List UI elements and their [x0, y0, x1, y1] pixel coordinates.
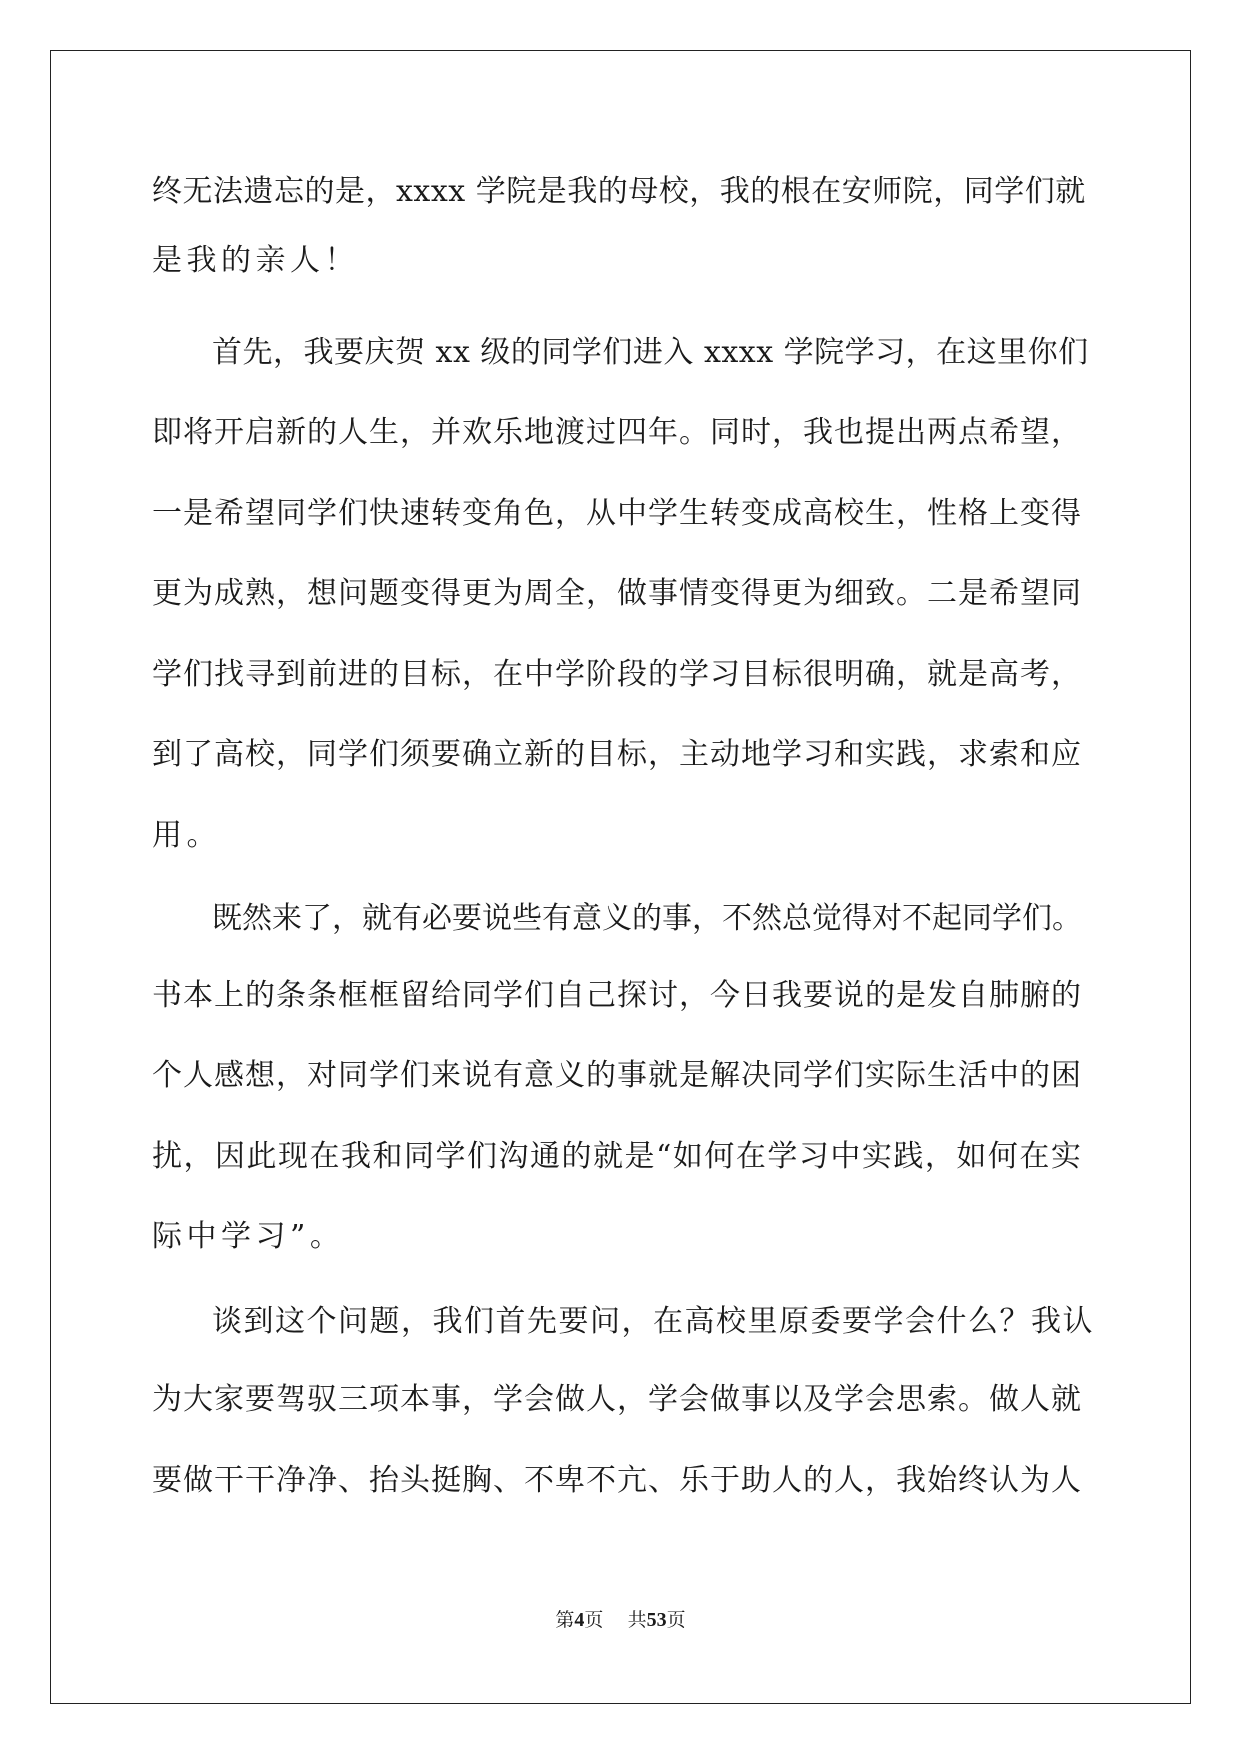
text-line: 要做干干净净、抬头挺胸、不卑不亢、乐于助人的人，我始终认为人	[152, 1463, 1082, 1498]
text-line: 是我的亲人！	[152, 243, 359, 278]
text-line: 个人感想，对同学们来说有意义的事就是解决同学们实际生活中的困	[152, 1058, 1082, 1093]
text-line: 学们找寻到前进的目标，在中学阶段的学习目标很明确，就是高考，	[152, 657, 1082, 692]
paragraph-start-line: 谈到这个问题，我们首先要问，在高校里原委要学会什么？我认	[212, 1304, 1094, 1339]
page-border	[50, 50, 1191, 1704]
text-line: 扰，因此现在我和同学们沟通的就是“如何在学习中实践，如何在实	[152, 1139, 1083, 1174]
text-line: 即将开启新的人生，并欢乐地渡过四年。同时，我也提出两点希望，	[152, 415, 1082, 450]
text-line: 终无法遗忘的是，xxxx 学院是我的母校，我的根在安师院，同学们就	[152, 174, 1086, 209]
text-line: 书本上的条条框框留给同学们自己探讨，今日我要说的是发自肺腑的	[152, 978, 1082, 1013]
paragraph-start-line: 首先，我要庆贺 xx 级的同学们进入 xxxx 学院学习，在这里你们	[212, 335, 1089, 370]
footer-prefix: 第	[555, 1609, 575, 1631]
paragraph-start-line: 既然来了，就有必要说些有意义的事，不然总觉得对不起同学们。	[212, 901, 1082, 936]
footer-total-suffix: 页	[666, 1609, 686, 1631]
current-page-number: 4	[574, 1609, 585, 1631]
text-line: 更为成熟，想问题变得更为周全，做事情变得更为细致。二是希望同	[152, 576, 1082, 611]
page-footer	[0, 1608, 1241, 1632]
total-page-count: 53	[646, 1609, 667, 1631]
text-line: 到了高校，同学们须要确立新的目标，主动地学习和实践，求索和应	[152, 737, 1082, 772]
text-line: 为大家要驾驭三项本事，学会做人，学会做事以及学会思索。做人就	[152, 1382, 1082, 1417]
text-line: 际中学习”。	[152, 1219, 345, 1254]
footer-page-suffix: 页	[584, 1609, 604, 1631]
text-line: 用。	[152, 818, 221, 853]
footer-total-prefix: 共	[627, 1609, 647, 1631]
text-line: 一是希望同学们快速转变角色，从中学生转变成高校生，性格上变得	[152, 496, 1082, 531]
